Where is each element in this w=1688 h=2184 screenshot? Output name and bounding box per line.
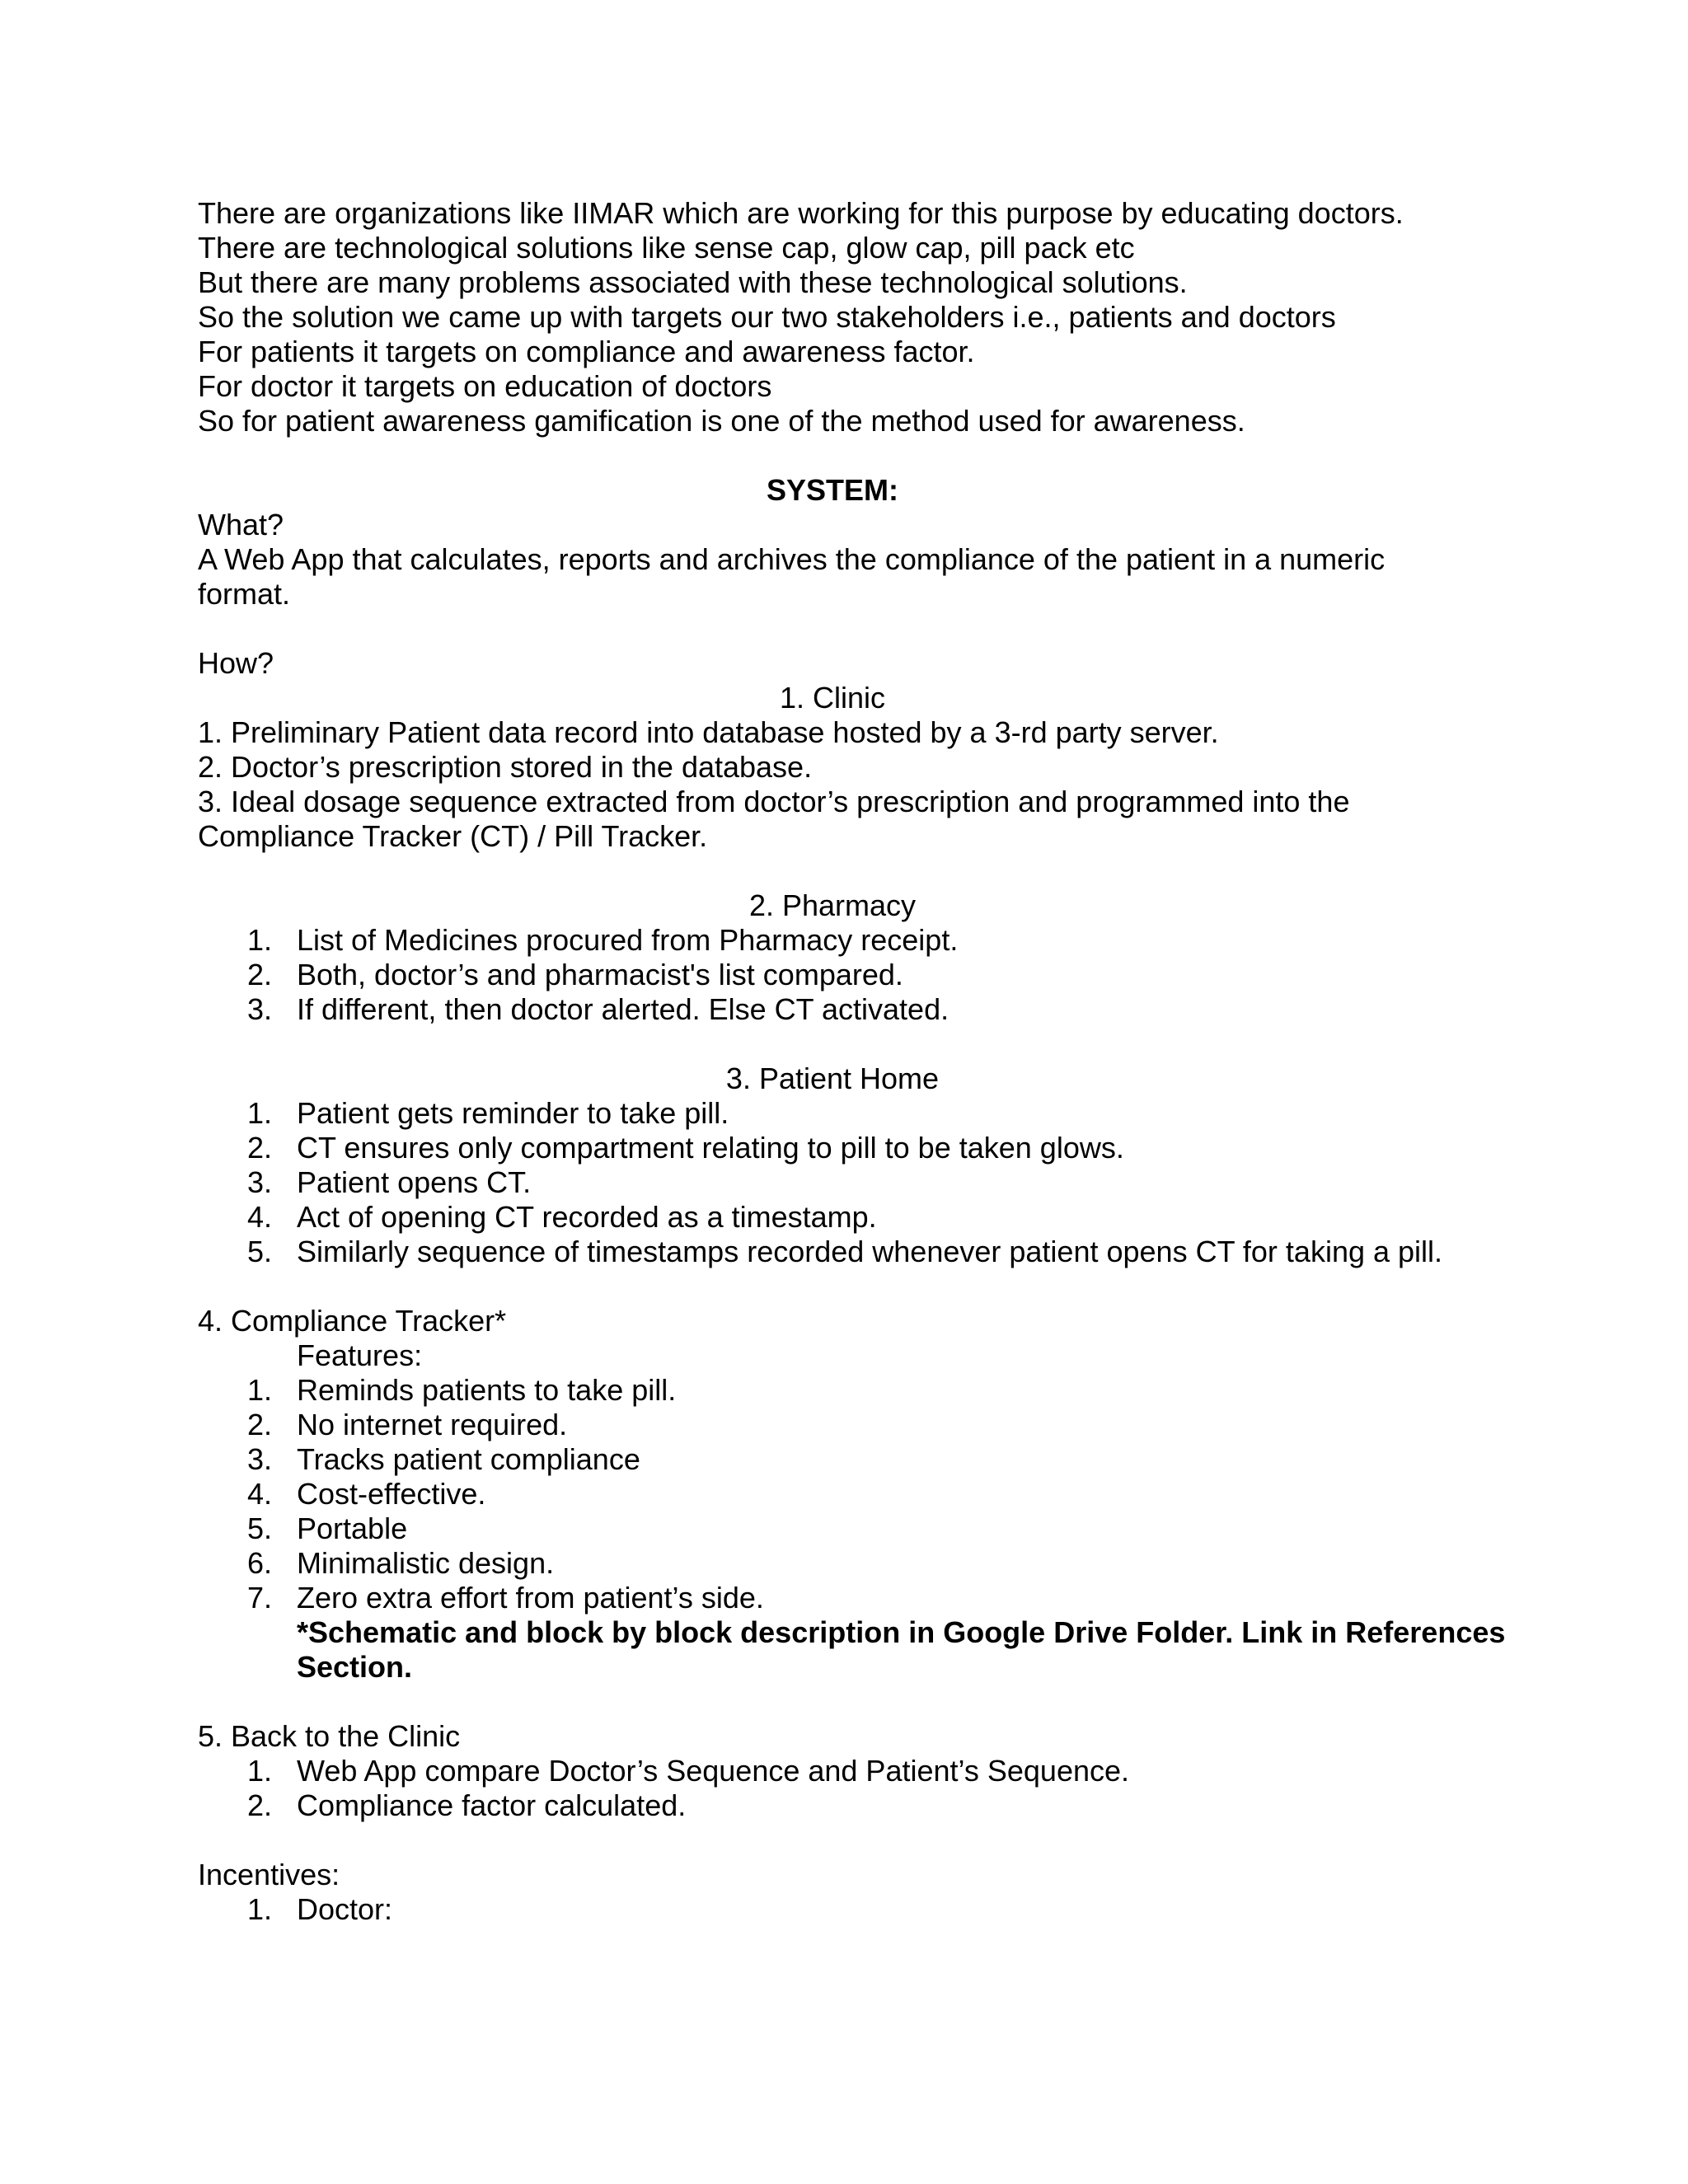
- what-label: What?: [198, 508, 284, 541]
- schematic-note: *Schematic and block by block description in Google Drive Folder. Link in References Section.: [297, 1615, 1506, 1684]
- intro-line: So the solution we came up with targets our two stakeholders i.e., patients and doctors: [198, 300, 1336, 334]
- list-number: 1.: [247, 1754, 273, 1788]
- list-item: [198, 1408, 1517, 1442]
- clinic-heading: 1. Clinic: [779, 681, 886, 715]
- list-item: [198, 1788, 1517, 1823]
- list-item: [198, 1511, 1517, 1546]
- list-number: 2.: [247, 1788, 273, 1822]
- list-item: [198, 1546, 1517, 1581]
- list-item: [198, 1442, 1517, 1477]
- intro-paragraph: [198, 196, 1517, 438]
- list-item: [198, 1096, 1517, 1131]
- list-text: Cost-effective.: [297, 1477, 486, 1511]
- list-item: [198, 1235, 1517, 1269]
- intro-line: There are technological solutions like sense cap, glow cap, pill pack etc: [198, 231, 1135, 265]
- list-item: [198, 1200, 1517, 1235]
- list-number: 5.: [247, 1235, 273, 1268]
- list-item: [198, 1373, 1517, 1408]
- pharmacy-heading: 2. Pharmacy: [748, 888, 917, 922]
- intro-line: So for patient awareness gamification is one of the method used for awareness.: [198, 404, 1245, 438]
- list-item: [198, 923, 1517, 958]
- intro-line: There are organizations like IIMAR which are working for this purpose by educating doctors.: [198, 196, 1404, 230]
- incentives-heading: Incentives:: [198, 1858, 340, 1891]
- patient-home-heading: 3. Patient Home: [725, 1062, 940, 1095]
- list-text: Compliance factor calculated.: [297, 1788, 687, 1822]
- what-description: A Web App that calculates, reports and archives the compliance of the patient in a numeric format.: [198, 542, 1386, 611]
- list-text: Minimalistic design.: [297, 1546, 555, 1580]
- features-label: Features:: [297, 1338, 423, 1372]
- list-number: 1.: [247, 923, 273, 957]
- list-text: CT ensures only compartment relating to pill to be taken glows.: [297, 1131, 1124, 1165]
- list-text: List of Medicines procured from Pharmacy receipt.: [297, 923, 959, 957]
- intro-line: For doctor it targets on education of doctors: [198, 369, 772, 403]
- list-text: No internet required.: [297, 1408, 568, 1441]
- intro-line: But there are many problems associated with these technological solutions.: [198, 265, 1188, 299]
- list-text: Both, doctor’s and pharmacist's list compared.: [297, 958, 903, 991]
- list-text: Doctor:: [297, 1892, 393, 1926]
- list-item: [198, 1892, 1517, 1927]
- list-item: [198, 958, 1517, 992]
- list-item: [198, 1165, 1517, 1200]
- compliance-tracker-heading: 4. Compliance Tracker*: [198, 1304, 507, 1338]
- list-text: Tracks patient compliance: [297, 1442, 640, 1476]
- clinic-item: 1. Preliminary Patient data record into database hosted by a 3-rd party server.: [198, 715, 1219, 749]
- how-label: How?: [198, 646, 274, 680]
- back-to-clinic-heading: 5. Back to the Clinic: [198, 1719, 461, 1753]
- list-number: 1.: [247, 1892, 273, 1926]
- list-number: 6.: [247, 1546, 273, 1580]
- list-text: Patient gets reminder to take pill.: [297, 1096, 729, 1130]
- list-number: 3.: [247, 992, 273, 1026]
- list-text: Similarly sequence of timestamps recorded whenever patient opens CT for taking a pill.: [297, 1235, 1443, 1268]
- list-item: [198, 1131, 1517, 1165]
- list-item: [198, 1754, 1517, 1788]
- list-number: 2.: [247, 1131, 273, 1165]
- list-item: [198, 1477, 1517, 1511]
- system-heading: SYSTEM:: [766, 473, 898, 507]
- list-text: Patient opens CT.: [297, 1165, 532, 1199]
- list-text: If different, then doctor alerted. Else CT activated.: [297, 992, 950, 1026]
- list-text: Act of opening CT recorded as a timestamp.: [297, 1200, 877, 1234]
- list-number: 3.: [247, 1442, 273, 1476]
- list-number: 3.: [247, 1165, 273, 1199]
- list-number: 1.: [247, 1096, 273, 1130]
- list-text: Web App compare Doctor’s Sequence and Patient’s Sequence.: [297, 1754, 1130, 1788]
- list-item: [198, 992, 1517, 1027]
- list-number: 2.: [247, 958, 273, 991]
- list-number: 2.: [247, 1408, 273, 1441]
- list-number: 1.: [247, 1373, 273, 1407]
- list-number: 5.: [247, 1511, 273, 1545]
- list-item: [198, 1581, 1517, 1615]
- document-page: [198, 196, 1517, 1927]
- list-text: Reminds patients to take pill.: [297, 1373, 677, 1407]
- list-number: 4.: [247, 1477, 273, 1511]
- list-text: Zero extra effort from patient’s side.: [297, 1581, 764, 1615]
- list-number: 4.: [247, 1200, 273, 1234]
- clinic-item: 3. Ideal dosage sequence extracted from doctor’s prescription and programmed into the Compliance Tracker (CT) / Pill Tracker.: [198, 785, 1350, 853]
- clinic-item: 2. Doctor’s prescription stored in the database.: [198, 750, 813, 784]
- intro-line: For patients it targets on compliance and awareness factor.: [198, 335, 975, 368]
- list-text: Portable: [297, 1511, 408, 1545]
- list-number: 7.: [247, 1581, 273, 1615]
